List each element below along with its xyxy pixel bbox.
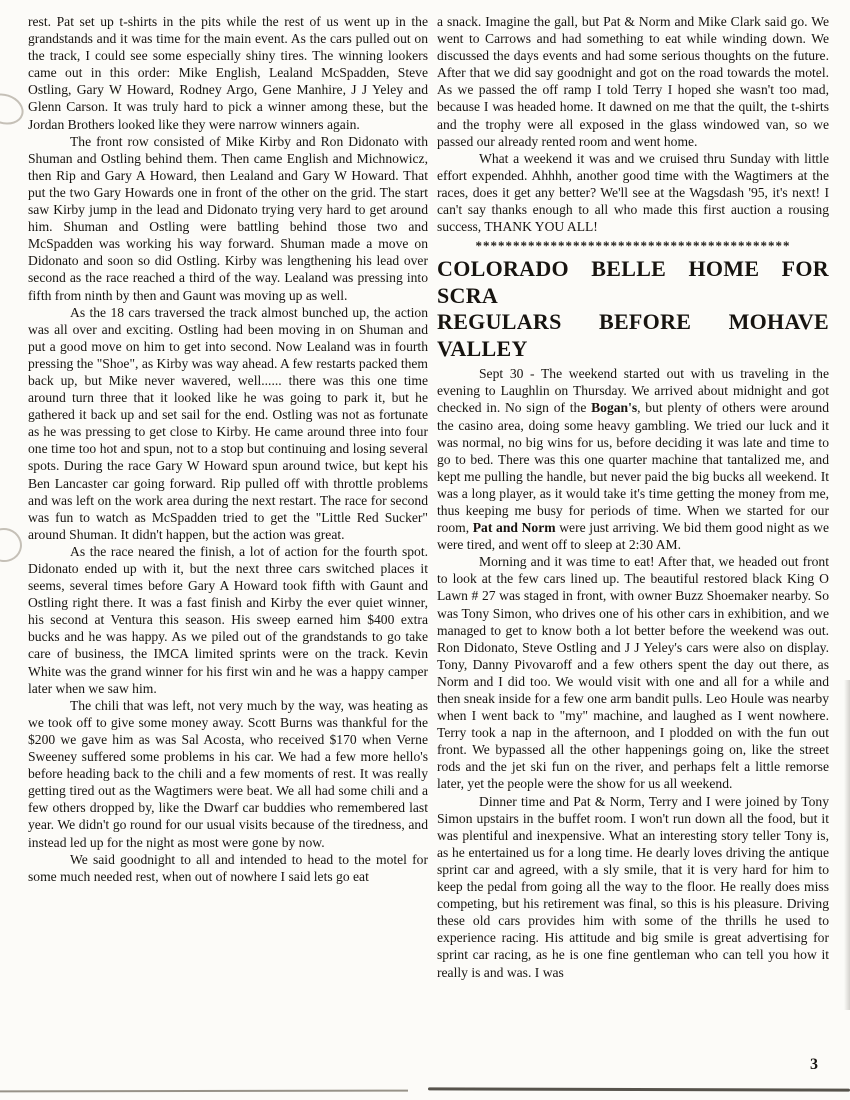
left-column <box>28 13 428 1073</box>
paragraph: What a weekend it was and we cruised thru Sunday with little effort expended. Ahhhh, another good time with the Wagtimers at the races, does it get any better? We'll see at the Wagsdash '95, it's next! I can't say thanks enough to all who made this first auction a rousing success, THANK YOU ALL! <box>437 150 829 235</box>
paragraph: The front row consisted of Mike Kirby and Ron Didonato with Shuman and Ostling behind them. Then came English and Michnowicz, then Rip and Gary A Howard, then Lealand and Gary W Howard. That put the two Gary Howards one in front of the other on the grid. The start saw Kirby jump in the lead and Didonato trying very hard to get around him. Shuman and Ostling were battling behind those two and McSpadden was working his way forward. Shuman made a move on Didonato and soon so did Ostling. Kirby was lengthening his lead over second as the race reached a third of the way. Lealand was pressing into fifth from ninth by then and Gaunt was moving up as well. <box>28 133 428 303</box>
paragraph: a snack. Imagine the gall, but Pat & Norm and Mike Clark said go. We went to Carrows and had something to eat while winding down. We discussed the days events and had some serious thoughts on the future. After that we did say goodnight and got on the road towards the motel. As we passed the off ramp I told Terry I hoped she wasn't too mad, because I was headed home. It dawned on me that the quilt, the t-shirts and the trophy were all exposed in the glass windowed van, so we passed our already rented room and went home. <box>437 14 829 149</box>
paragraph: Dinner time and Pat & Norm, Terry and I were joined by Tony Simon upstairs in the buffet room. I won't run down all the food, but it was plentiful and inexpensive. What an interesting story teller Tony is, as he entertained us for a long time. He dearly loves driving the antique sprint car and agreed, with a sly smile, that it is very hard for him to keep the pedal from going all the way to the floor. He really does miss competing, but his retirement was final, so this is his pleasure. Driving these old cars provides him with some of the thrills he used to experience racing. His attitude and big smile is great advertising for sprint car racing, as he is one fine gentleman who can tell you how it really is and was. I was <box>437 793 829 980</box>
page-number: 3 <box>810 1056 818 1073</box>
scan-edge-shadow <box>844 680 850 1010</box>
article-heading-line: REGULARS BEFORE MOHAVE VALLEY <box>437 309 829 361</box>
right-column <box>437 13 829 1083</box>
paragraph: As the 18 cars traversed the track almost bunched up, the action was all over and exciting. Ostling had been moving in on Shuman and put a good move on him to get into second. Now Lealand was in fourth pressing the "Shoe", as Kirby was way ahead. A few restarts packed them back up, but Mike never wavered, well...... there was this one time around turn three that it looked like he was going to park it, but he gathered it back up and set sail for the end. Ostling was not as fortunate as he was pressing to get close to Kirby. He came around three into four one time too hot and spun, not to a stop but continuing and losing several spots. During the race Gary W Howard spun around twice, but kept his Ben Lancaster car going forward. Rip pulled off with throttle problems and was left on the work area during the next restart. The race for second was fun to watch as McSpadden tried to get the "Little Red Sucker" around Shuman. It didn't happen, but the action was great. <box>28 304 428 542</box>
scan-smudge-artifact <box>0 526 24 565</box>
scan-smudge-artifact <box>0 89 28 130</box>
article-heading <box>437 256 829 362</box>
paragraph: The chili that was left, not very much by the way, was heating as we took off to give some money away. Scott Burns was thankful for the $200 we gave him as was Sal Acosta, who received $170 when Verne Sweeney suffered some problems in his car. We had a few more hello's before heading back to the chili and a few moments of rest. It was really getting tired out as the Wagtimers were beat. We all had some chili and a few others dropped by, like the Dwarf car buddies who remembered last year. We didn't go round for our usual visits because of the tiredness, and instead led up for the night as most were gone by now. <box>28 697 428 850</box>
scan-bottom-edge <box>428 1087 850 1091</box>
paragraph: Morning and it was time to eat! After that, we headed out front to look at the few cars lined up. The beautiful restored black King O Lawn # 27 was staged in front, with owner Buzz Shoemaker nearby. So was Tony Simon, who drives one of his other cars in exhibition, and we managed to get to know both a lot better before the weekend was out. Ron Didonato, Steve Ostling and J J Yeley's cars were also on display. Tony, Danny Pivovaroff and a few others spent the day out there, as Norm and I did too. We would visit with one and all for a while and then sneak inside for a few one arm bandit pulls. Leo Houle was nearby when I went back to "my" machine, and laughed as I went nowhere. Terry took a nap in the afternoon, and I plodded on with the fun out front. We bypassed all the other happenings going on, like the street rods and the jet ski fun on the river, and perhaps felt a little remorse later, yet the people were the show for us all weekend. <box>437 554 829 792</box>
asterisk-divider: ****************************************** <box>475 238 791 254</box>
scan-bottom-edge <box>0 1090 408 1093</box>
article-heading-line: COLORADO BELLE HOME FOR SCRA <box>437 256 829 308</box>
paragraph: We said goodnight to all and intended to head to the motel for some much needed rest, when out of nowhere I said lets go eat <box>28 851 428 884</box>
paragraph: As the race neared the finish, a lot of action for the fourth spot. Didonato ended up with it, but the next three cars switched places it seems, several times before Gary A Howard took fifth with Gaunt and Ostling right there. It was a fast finish and Kirby the ever quiet winner, his second at Ventura this season. His sweep earned him $400 extra bucks and he was happy. As we piled out of the grandstands to go take care of business, the IMCA limited sprints were on the track. Kevin White was the grand winner for his first win and he was a happy camper later when we saw him. <box>28 543 428 696</box>
paragraph: Sept 30 - The weekend started out with us traveling in the evening to Laughlin on Thursday. We arrived about midnight and got checked in. No sign of the Bogan's, but plenty of others were around the casino area, doing some heavy gambling. We tried our luck and it was normal, no big wins for us, before deciding it was late and time to go to bed. There was this one quarter machine that tantalized me, and kept me pulling the handle, but never paid the big bucks all weekend. It was a long player, as it would take it's time getting the money from me, thus keeping me busy for periods of time. When we started for our room, Pat and Norm were just arriving. We bid them good night as we were tired, and went off to sleep at 2:30 AM. <box>437 366 829 553</box>
paragraph: rest. Pat set up t-shirts in the pits while the rest of us went up in the grandstands and it was time for the main event. As the cars pulled out on the track, I could see some especially shiny tires. The winning lookers came out in this order: Mike English, Lealand McSpadden, Steve Ostling, Gary W Howard, Rodney Argo, Gene Manhire, J J Yeley and Glenn Carson. It was truly hard to pick a winner among these, but the Jordan Brothers looked like they were narrow winners again. <box>28 14 428 132</box>
